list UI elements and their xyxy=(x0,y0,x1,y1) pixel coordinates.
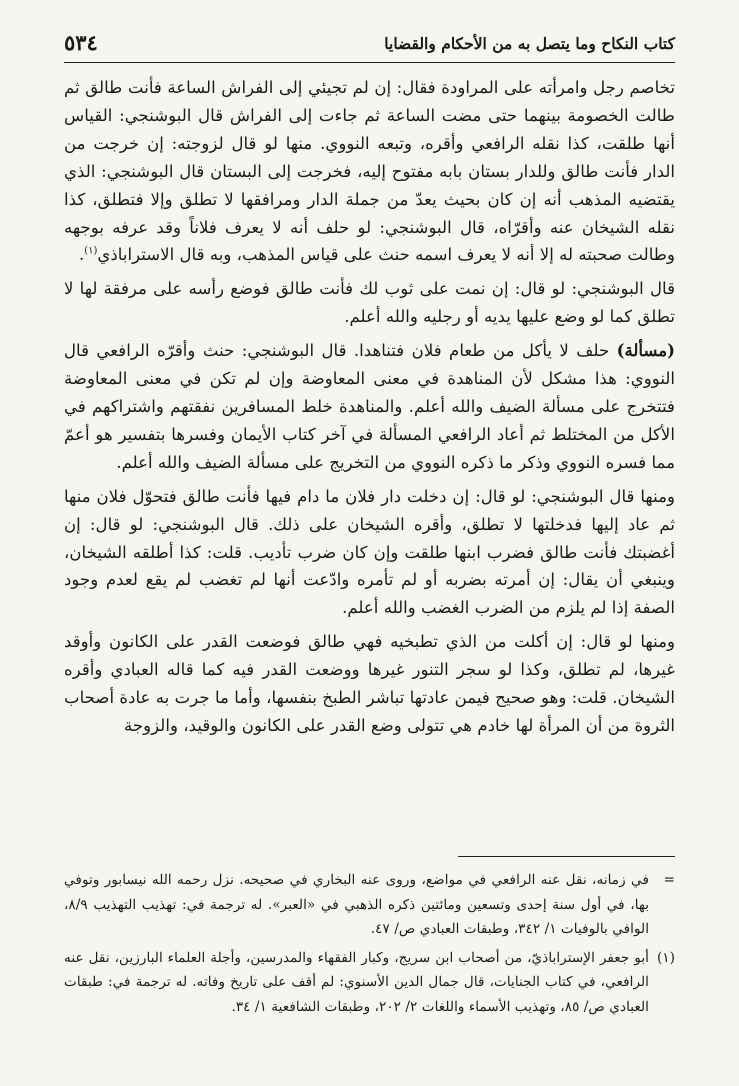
footnote-divider xyxy=(458,856,675,857)
paragraph-text: ومنها لو قال: إن أكلت من الذي تطبخيه فهي طالق فوضعت القدر على الكانون وأوقد غيرها، لم تطلق، وكذا لو سجر التنور غيرها ووضعت القدر فيه كما قاله العبادي وأقره الشيخان. قلت: وهو صحيح فيمن عادتها تباشر الطبخ بنفسها، وأما ما جرت به عادة أصحاب الثروة من أن المرأة لها خادم هي تتولى وضع القدر على الكانون والوقيد، والزوجة xyxy=(64,632,675,735)
footnote-1 xyxy=(64,946,675,1020)
paragraph-2 xyxy=(64,275,675,331)
paragraph-text: حلف لا يأكل من طعام فلان فتناهدا. قال البوشنجي: حنث وأقرّه الرافعي قال النووي: هذا مشكل لأن المناهدة في معنى المعاوضة وإن لم تكن في معنى المعاوضة فتتخرج على مسألة الضيف والله أعلم. والمناهدة خلط المسافرين نفقتهم واشتراكهم في الأكل من المختلط ثم أعاد الرافعي المسألة في آخر كتاب الأيمان وفسرها بتفسير هو أعمّ مما فسره النووي وذكر ما ذكره النووي من التخريج على مسألة الضيف والله أعلم. xyxy=(64,341,675,472)
paragraph-3 xyxy=(64,337,675,477)
footnote-mark: = xyxy=(663,872,675,888)
paragraph-1 xyxy=(64,74,675,269)
masala-label: (مسألة) xyxy=(616,340,675,361)
footnote-text: أبو جعفر الإستراباذيّ، من أصحاب ابن سريج، وكبار الفقهاء والمدرسين، وأجلة العلماء البارزين، نقل عنه الرافعي، في كتاب الجنايات، قال جمال الدين الأسنوي: لم أقف على تاريخ وفاته. له ترجمة في: طبقات العبادي ص/ ٨٥، وتهذيب الأسماء واللغات ٢/ ٢٠٢، وطبقات الشافعية ١/ ٣٤. xyxy=(64,949,649,1015)
footnotes xyxy=(64,868,675,1024)
paragraph-4 xyxy=(64,483,675,623)
running-title: كتاب النكاح وما يتصل به من الأحكام والقضايا xyxy=(384,34,675,53)
paragraph-5 xyxy=(64,628,675,740)
paragraph-tail: . xyxy=(78,245,85,265)
paragraph-text: تخاصم رجل وامرأته على المراودة فقال: إن لم تجيئي إلى الفراش الساعة فأنت طالق ثم طالت الخصومة بينهما حتى مضت الساعة ثم جاءت إلى الفراش قال البوشنجي: القياس أنها طلقت، كذا نقله الرافعي وأقره، وتبعه النووي. منها لو قال لزوجته: إن خرجت من الدار فأنت طالق وللدار بستان بابه مفتوح إليه، فخرجت إلى البستان قال البوشنجي: الذي يقتضيه المذهب أنه إن كان بحيث يعدّ من جملة الدار ومرافقها لا تطلق وإلا فتطلق، كذا نقله الشيخان عنه وأقرّاه، قال البوشنجي: لو حلف أنه لا يعرف فلاناً وقد عرفه بوجهه وطالت صحبته له إلا أنه لا يعرف اسمه حنث على قياس المذهب، وبه قال الاستراباذي xyxy=(64,78,675,265)
main-text xyxy=(64,74,675,746)
footnote-continued xyxy=(64,868,675,942)
paragraph-text: قال البوشنجي: لو قال: إن نمت على ثوب لك فأنت طالق فوضع رأسه على مرفقة لها لا تطلق كما لو وضع عليها يديه أو رجليه والله أعلم. xyxy=(64,279,675,327)
page-number: ٥٣٤ xyxy=(64,30,98,55)
page-header xyxy=(64,28,675,63)
footnote-text: في زمانه، نقل عنه الرافعي في مواضع، وروى عنه البخاري في صحيحه. نزل رحمه الله نيسابور وتوفي بها، في أول سنة إحدى وتسعين ومائتين ذكره الذهبي في «العبر». له ترجمة في: تهذيب التهذيب ٨/٩، الوافي بالوفيات ١/ ٣٤٢، وطبقات العبادي ص/ ٤٧. xyxy=(64,872,649,938)
paragraph-text: ومنها قال البوشنجي: لو قال: إن دخلت دار فلان ما دام فيها فأنت طالق فتحوّل فلان منها ثم عاد إليها فدخلتها لا تطلق، وأقره الشيخان على ذلك. قال البوشنجي: لو قال: إن أغضبتك فأنت طالق فضرب ابنها طلقت وإن كان ضرب تأديب. قلت: كذا أطلقه الشيخان، وينبغي أن يقال: إن أمرته بضربه أو لم تأمره وادّعت أنها لم تغضب لم يقع لعدم وجود الصفة إذا لم يلزم من الضرب الغضب والله أعلم. xyxy=(64,486,675,618)
footnote-mark: (١) xyxy=(656,949,675,966)
footnote-reference: (١) xyxy=(84,245,98,257)
